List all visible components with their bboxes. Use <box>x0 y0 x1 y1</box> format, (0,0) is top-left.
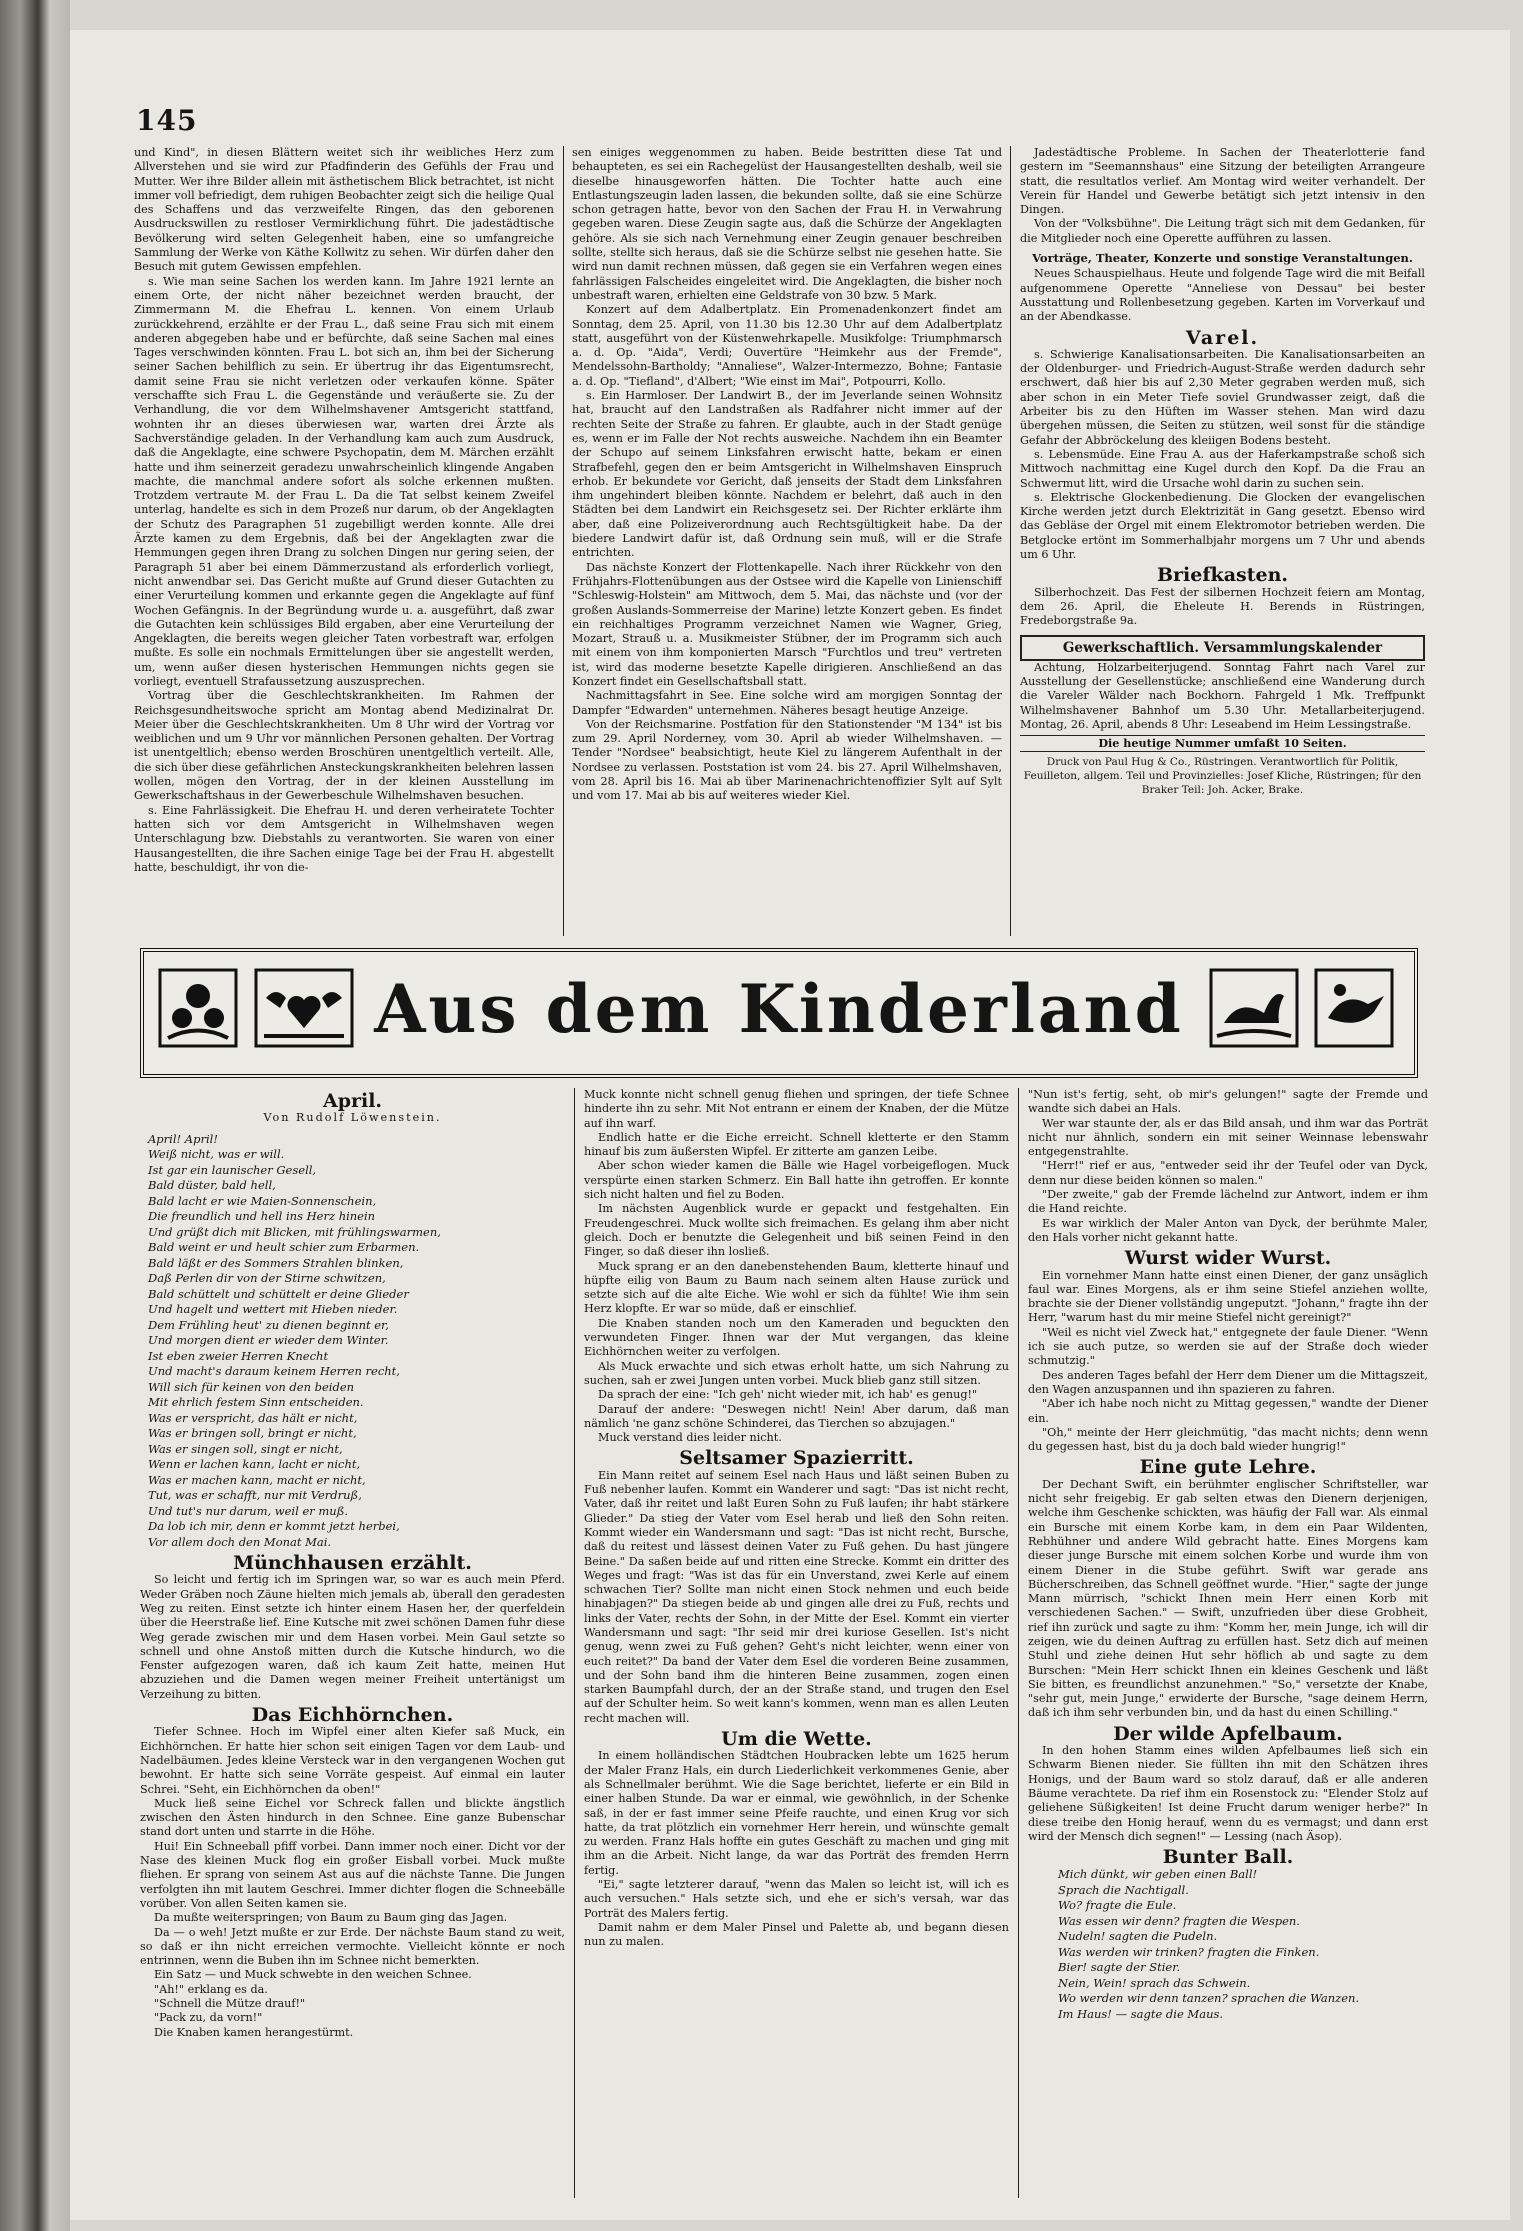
poem-author: Von Rudolf Löwenstein. <box>263 1111 442 1125</box>
page-number: 145 <box>136 104 198 137</box>
poem-line: Und macht's daraum keinem Herren recht, <box>148 1364 400 1379</box>
poem-line: Tut, was er schafft, nur mit Verdruß, <box>148 1488 362 1503</box>
poem-line: Wenn er lachen kann, lacht er nicht, <box>148 1457 361 1472</box>
story-paragraph: Da — o weh! Jetzt mußte er zur Erde. Der nächste Baum stand zu weit, so daß er ihn nicht erreichen vermochte. Vielleicht könnte er noch entrinnen, wenn die Buben ihn im Schnee nicht bemerkten. <box>140 1925 565 1968</box>
poem-line: Vor allem doch den Monat Mai. <box>148 1534 332 1549</box>
story-paragraph: Damit nahm er dem Maler Pinsel und Palette ab, und begann diesen nun zu malen. <box>584 1920 1009 1949</box>
story-paragraph: "Herr!" rief er aus, "entweder seid ihr der Teufel oder van Dyck, denn nur diese beiden können so malen." <box>1028 1159 1428 1187</box>
book-binding-edge <box>0 0 70 2231</box>
article-konzert: Konzert auf dem Adalbertplatz. Ein Promenadenkonzert findet am Sonntag, dem 25. April, von 11.30 bis 12.30 Uhr auf dem Adalbertplatz statt, ausgeführt von der Küstenwehrkapelle. Musikfolge: Triumphmarsch a. d. Op. "Aida", Verdi; Ouvertüre "Heimkehr aus der Fremde", Mendelssohn-Bartholdy; "Annaliese", Walzer-Intermezzo, Bohne; Fantasie a. d. Op. "Tiefland", d'Albert; "Wie einst im Mai", Potpourri, Kollo. <box>572 303 1002 388</box>
poem-line: Sprach die Nachtigall. <box>1058 1882 1189 1897</box>
story-muenchhausen: So leicht und fertig ich im Springen war, so war es auch mein Pferd. Weder Gräben noch Zäune hielten mich jemals ab, überall den geradesten Weg zu reiten. Einst setzte ich hinter einem Hasen her, der querfeldein über die Heerstraße lief. Eine Kutsche mit zwei schönen Damen fuhr diese Weg gerade zwischen mir und dem Hasen vorbei. Mein Gaul setzte so schnell und ohne Anstoß mitten durch die Kutsche hindurch, wo die Fenster aufgezogen waren, daß ich kaum Zeit hatte, meinen Hut abzuziehen und die Damen wegen meiner Freiheit untertänigst um Verzeihung zu bitten. <box>140 1573 565 1701</box>
poem-title-april: April. <box>322 1090 383 1112</box>
story-paragraph: "Ei," sagte letzterer darauf, "wenn das Malen so leicht ist, will ich es auch versuchen." Hals setzte sich, und ehe er sich's versah, war das Porträt des Malers fertig. <box>584 1878 1009 1920</box>
story-paragraph: Da mußte weiterspringen; von Baum zu Baum ging das Jagen. <box>154 1911 508 1925</box>
article-sachen: s. Wie man seine Sachen los werden kann. Im Jahre 1921 lernte an einem Orte, der nicht näher bezeichnet werden braucht, der Zimmermann M. die Ehefrau L. kennen. Von einem Urlaub zurückkehrend, erzählte er der Frau L., daß seine Frau sich mit einem anderen abgegeben habe und er befürchte, daß seine Sachen mal eines Tages verschwinden könnten. Frau L. bot sich an, ihm bei der Sicherung seiner Sachen behilflich zu sein. Er übertrug ihr das Eigentumsrecht, damit seine Frau sie nicht verletzen oder verkaufen könne. Später verschaffte sich Frau L. die Gegenstände und veräußerte sie. Zu der Verhandlung, die vor dem Wilhelmshavener Amtsgericht stattfand, wohnten ihr an dieses überwiesen war, warten drei Ärzte als Sachverständige geladen. In der Verhandlung kam auch zum Ausdruck, daß die Angeklagte, eine schwere Psychopatin, dem M. Märchen erzählt hatte und ihm seinerzeit geradezu unwahrscheinlich klingende Angaben machte, die manchmal andere sofort als solche erkennen mußten. Trotzdem vertraute M. der Frau L. Da die Tat selbst keinem Zweifel unterlag, handelte es sich in dem Prozeß nur darum, ob der Angeklagten der Schutz des Paragraphen 51 zugebilligt werden konnte. Alle drei Ärzte kamen zu dem Ergebnis, daß bei der Angeklagten zwar die Hemmungen gegen ihren Drang zu solchen Dingen nur gering seien, der Paragraph 51 aber bei einem Dämmerzustand als erforderlich vorliegt, nicht anwendbar sei. Das Gericht mußte auf Grund dieser Gutachten zu einer Verurteilung kommen und erkannte gegen die Angeklagte auf fünf Wochen Gefängnis. In der Begründung wurde u. a. ausgeführt, daß zwar die Gutachten kein schlüssiges Bild ergaben, aber eine Verurteilung der Angeklagten, die bereits wegen gleicher Taten vorbestraft war, erfolgen mußte. Es solle ein nochmals Ermittelungen über sie angestellt werden, um, wenn außer diesen hysterischen Hemmungen nichts gegen sie vorliegt, eventuell Strafaussetzung auszusprechen. <box>134 274 554 688</box>
section-heading-vortraege: Vorträge, Theater, Konzerte und sonstige Veranstaltungen. <box>1032 251 1413 266</box>
poem-line: Was er bringen soll, bringt er nicht, <box>148 1426 357 1441</box>
story-paragraph: Endlich hatte er die Eiche erreicht. Schnell kletterte er den Stamm hinauf bis zum äußersten Wipfel. Er zitterte am ganzen Leibe. <box>584 1130 1009 1159</box>
poem-line: Im Haus! — sagte die Maus. <box>1058 2006 1224 2021</box>
story-paragraph: Wer war staunte der, als er das Bild ansah, und ihm war das Porträt nicht nur ähnlich, sondern ein mit seiner Weinnase lebenswahr entgegenstrahlte. <box>1028 1116 1428 1159</box>
story-paragraph: Des anderen Tages befahl der Herr dem Diener um die Mittagszeit, den Wagen anzuspannen und ihn spazieren zu fahren. <box>1028 1368 1428 1396</box>
story-paragraph: Die Knaben kamen herangestürmt. <box>154 2025 354 2039</box>
poem-line: Weiß nicht, was er will. <box>148 1147 285 1162</box>
poem-line: Bier! sagte der Stier. <box>1058 1960 1181 1975</box>
poem-line: Wo werden wir denn tanzen? sprachen die Wanzen. <box>1058 1991 1360 2006</box>
section-heading-versammlungskalender: Gewerkschaftlich. Versammlungskalender <box>1062 639 1383 656</box>
poem-line: Was er machen kann, macht er nicht, <box>148 1472 366 1487</box>
column-1-top <box>134 146 554 936</box>
poem-line: Mit ehrlich festem Sinn entscheiden. <box>148 1395 364 1410</box>
versammlungskalender-box <box>1020 635 1425 661</box>
story-title-wette: Um die Wette. <box>721 1728 872 1751</box>
story-paragraph: "Schnell die Mütze drauf!" <box>154 1997 306 2010</box>
story-paragraph: In einem holländischen Städtchen Houbracken lebte um 1625 herum der Maler Franz Hals, ein durch Liederlichkeit verkommenes Genie, aber als Schnellmaler berühmt. Wie die Sage berichtet, lieferte er ein Bild in einer halben Stunde. Da war er einmal, wie gewöhnlich, in der Schenke saß, in der er fast immer seine Pfeife rauchte, und einen Krug vor sich hatte, da trat plötzlich ein vornehmer Herr herein, und wünschte gemalt zu werden. Franz Hals hoffte ein gutes Geschäft zu machen und ging mit ihm an die Arbeit. Nicht lange, da war das Porträt des fremden Herrn fertig. <box>584 1749 1009 1877</box>
column-divider <box>1010 146 1011 936</box>
story-paragraph: Hui! Ein Schneeball pfiff vorbei. Dann immer noch einer. Dicht vor der Nase des kleinen Muck flog ein großer Eisball vorbei. Muck mußte fliehen. Er sprang von seinem Ast aus auf die nächste Tanne. Die Jungen verfolgten ihn mit lautem Geschrei. Immer dichter flogen die Schneebälle vorüber. Von allen Seiten kamen sie. <box>140 1839 565 1910</box>
poem-line: Ist eben zweier Herren Knecht <box>148 1348 329 1363</box>
imprint: Druck von Paul Hug & Co., Rüstringen. Verantwortlich für Politik, Feuilleton, allgem. Teil und Provinzielles: Josef Kliche, Rüstringen; für den Braker Teil: Joh. Acker, Brake. <box>1023 755 1422 797</box>
story-paragraph: Im nächsten Augenblick wurde er gepackt und festgehalten. Ein Freudengeschrei. Muck wollte sich freimachen. Es gelang ihm aber nicht gleich. Doch er benutzte die Gelegenheit und biß seinen Feind in den Finger, so daß dieser ihn losließ. <box>584 1202 1009 1259</box>
poem-line: Daß Perlen dir von der Stirne schwitzen, <box>148 1271 386 1286</box>
poem-line: Bald weint er und heult schier zum Erbarmen. <box>148 1240 420 1255</box>
poem-ball <box>1058 1867 1428 2022</box>
story-paragraph: "Ah!" erklang es da. <box>154 1982 268 1996</box>
article-harmloser: s. Ein Harmloser. Der Landwirt B., der im Jeverlande seinen Wohnsitz hat, braucht auf den Landstraßen als Radfahrer nicht immer auf der rechten Seite der Straße zu fahren. Er glaubte, auch in der Stadt genüge es, wenn er im Falle der Not rechts ausweiche. Nachdem ihn ein Beamter der Schupo auf seinem Linksfahren erwischt hatte, bekam er einen Strafbefehl, gegen den er beim Amtsgericht in Wilhelmshaven Einspruch erhob. Er bekundete vor Gericht, daß jenseits der Stadt dem Linksfahren ihm ungehindert bleiben könnte. Nachdem er belehrt, daß auch in den Städten bei dem Landwirt ein Reichsgesetz sei. Der Richter erklärte ihm aber, daß eine Polizeiverordnung auch Rechtsgültigkeit habe. Da der biedere Landwirt dafür ist, daß Ordnung sein muß, will er die Strafe entrichten. <box>572 389 1002 560</box>
poem-line: Was werden wir trinken? fragten die Finken. <box>1058 1944 1320 1959</box>
poem-line: Und grüßt dich mit Blicken, mit frühlingswarmen, <box>148 1224 441 1239</box>
poem-line: Und morgen dient er wieder dem Winter. <box>148 1333 389 1348</box>
article-fahrlaessigkeit: s. Eine Fahrlässigkeit. Die Ehefrau H. und deren verheiratete Tochter hatten sich vor dem Amtsgericht in Wilhelmshaven wegen Unterschlagung bzw. Diebstahls zu verantworten. Sie waren von einer Hausangestellten, die ihre Sachen einige Tage bei der Frau H. abgestellt hatte, beschuldigt, ihr von die- <box>134 803 554 874</box>
column-5-bottom <box>584 1088 1009 2198</box>
poem-line: Und hagelt und wettert mit Hieben nieder. <box>148 1302 398 1317</box>
story-title-eichhoernchen: Das Eichhörnchen. <box>251 1704 454 1727</box>
column-3-top <box>1020 146 1425 936</box>
poem-line: Mich dünkt, wir geben einen Ball! <box>1058 1867 1258 1882</box>
poem-line: Wo? fragte die Eule. <box>1058 1898 1177 1913</box>
story-paragraph: Muck ließ seine Eichel vor Schreck fallen und blickte ängstlich zwischen den Ästen hindurch in den Schnee. Eine ganze Bubenschar stand dort unten und starrte in die Höhe. <box>140 1796 565 1839</box>
poem-line: Was er verspricht, das hält er nicht, <box>148 1410 358 1425</box>
poem-line: Was essen wir denn? fragten die Wespen. <box>1058 1913 1300 1928</box>
article-fahrlaessigkeit-cont: sen einiges weggenommen zu haben. Beide bestritten diese Tat und behaupteten, es sei ein Rachegelüst der Hausangestellten deshalb, weil sie dieselbe hinausgeworfen hätten. Die Tochter hatte auch eine Entlastungszeugin laden lassen, die bekunden sollte, daß sie eine Schürze schon getragen hatte, bevor von den Sachen der Frau H. in Verwahrung gegeben waren. Diese Zeugin sagte aus, daß die Schürze der Angeklagten gehöre. Als sie sich nach Vernehmung einer Zeugin genauer beschreiben sollte, stellte sich heraus, daß sie die Schürze selbst nie gesehen hatte. Sie wird nun damit rechnen müssen, daß gegen sie ein Verfahren wegen eines fahrlässigen Falscheides eingeleitet wird. Die Angeklagten, die bisher noch unbestraft waren, erhielten eine Geldstrafe von 30 bzw. 5 Mark. <box>572 146 1002 302</box>
poem-line: April! April! <box>148 1131 218 1146</box>
banner-title: Aus dem Kinderland <box>374 970 1184 1048</box>
story-paragraph: Muck verstand dies leider nicht. <box>598 1431 782 1445</box>
poem-april <box>148 1132 565 1551</box>
poem-line: Bald schüttelt und schüttelt er deine Glieder <box>148 1286 409 1301</box>
column-divider <box>563 146 564 936</box>
story-title-muenchhausen: Münchhausen erzählt. <box>233 1552 472 1575</box>
poem-line: Dem Frühling heut' zu dienen beginnt er, <box>148 1317 389 1332</box>
story-paragraph: Ein vornehmer Mann hatte einst einen Diener, der ganz unsäglich faul war. Eines Morgens, als er ihm seine Stiefel anziehen wollte, brachte sie der Diener vollständig ungeputzt. "Johann," fragte ihn der Herr, "warum hast du mir meine Stiefel nicht gereinigt?" <box>1028 1268 1428 1325</box>
poem-line: Bald düster, bald hell, <box>148 1178 276 1193</box>
section-heading-varel: Varel. <box>1185 326 1260 349</box>
column-divider <box>574 1088 575 2198</box>
story-title-lehre: Eine gute Lehre. <box>1139 1456 1317 1479</box>
poem-line: Und tut's nur darum, weil er muß. <box>148 1503 349 1518</box>
poem-line: Nein, Wein! sprach das Schwein. <box>1058 1975 1251 1990</box>
article-reichsmarine: Von der Reichsmarine. Postfation für den Stationstender "M 134" ist bis zum 29. April Norderney, vom 30. April ab wieder Wilhelmshaven. — Tender "Nordsee" beabsichtigt, heute Kiel zu längerem Aufenthalt in der Nordsee zu verlassen. Poststation ist vom 24. bis 27. April Wilhelmshaven, vom 28. April bis 16. Mai ab über Marinenachrichtenoffizier Sylt auf Sylt und vom 17. Mai ab bis auf weiteres wieder Kiel. <box>572 717 1002 803</box>
column-divider <box>1018 1088 1019 2198</box>
poem-line: Bald lacht er wie Maien-Sonnenschein, <box>148 1193 377 1208</box>
flower-ornament-icon <box>158 968 238 1048</box>
column-2-top <box>572 146 1002 936</box>
story-paragraph: Die Knaben standen noch um den Kameraden und beguckten den verwundeten Finger. Ihnen war der Mut vergangen, das kleine Eichhörnchen weiter zu verfolgen. <box>584 1316 1009 1359</box>
article-volksbuehne: Von der "Volksbühne". Die Leitung trägt sich mit dem Gedanken, für die Mitglieder noch eine Operette aufführen zu lassen. <box>1020 217 1425 245</box>
article-flottenkapelle: Das nächste Konzert der Flottenkapelle. Nach ihrer Rückkehr von den Frühjahrs-Flottenübungen aus der Ostsee wird die Kapelle von Linienschiff "Schleswig-Holstein" am Mittwoch, dem 5. Mai, das nächste und (vor der großen Auslands-Sommerreise der Marine) letzte Konzert geben. Es findet ein reichhaltiges Programm verzeichnet Namen wie Wagner, Grieg, Mozart, Strauß u. a. Musikmeister Stübner, der im Programm sich auch mit einem von ihm komponierten Marsch "Furchtlos und treu" vertreten ist, wird das moderne besetzte Kapelle dirigieren. Anschließend an das Konzert findet ein Gesellschaftsball statt. <box>572 560 1002 688</box>
column-6-bottom <box>1028 1088 1428 2198</box>
poem-title-ball: Bunter Ball. <box>1162 1846 1294 1869</box>
poem-line: Bald läßt er des Sommers Strahlen blinken, <box>148 1255 404 1270</box>
poem-line: Was er singen soll, singt er nicht, <box>148 1441 343 1456</box>
article-kanalisation: s. Schwierige Kanalisationsarbeiten. Die Kanalisationsarbeiten an der Oldenburger- und Friedrich-August-Straße werden dadurch sehr erschwert, daß hier bis auf 2,30 Meter gegraben werden muß, sich aber schon in ein Meter Tiefe soviel Grundwasser zeigt, daß die Arbeiter bis zu den Hüften im Wasser stehen. Man wird dazu übergehen müssen, die Seiten zu stützen, weil sonst für die ständige Gefahr der Abbröckelung des kleiigen Bodens besteht. <box>1020 347 1425 447</box>
poem-line: Will sich für keinen von den beiden <box>148 1379 355 1394</box>
article-glocken: s. Elektrische Glockenbedienung. Die Glocken der evangelischen Kirche werden jetzt durch Elektrizität in Gang gesetzt. Ebenso wird das Gebläse der Orgel mit einem Elektromotor betrieben werden. Die Betglocke ertönt im Sommerhalbjahr morgens um 7 Uhr und abends um 6 Uhr. <box>1020 490 1425 562</box>
article-lebensmuede: s. Lebensmüde. Eine Frau A. aus der Haferkampstraße schoß sich Mittwoch nachmittag eine Kugel durch den Kopf. Da die Frau an Schwermut litt, wird die Ursache wohl darin zu suchen sein. <box>1020 447 1425 490</box>
story-paragraph: Muck sprang er an den danebenstehenden Baum, kletterte hinauf und hüpfte eilig von Baum zu Baum nach seinem alten Hause zurück und setzte sich auf die alte Eiche. Wie wohl er sich da fühlte! Wie ihm sein Herz klopfte. Er war so müde, daß er einschlief. <box>584 1259 1009 1316</box>
story-paragraph: Als Muck erwachte und sich etwas erholt hatte, um sich Nahrung zu suchen, sah er zwei Jungen unten vorbei. Muck blieb ganz still sitzen. <box>584 1359 1009 1387</box>
story-apfelbaum: In den hohen Stamm eines wilden Apfelbaumes ließ sich ein Schwarm Bienen nieder. Sie füllten ihn mit den Schätzen ihres Honigs, und der Baum ward so stolz darauf, daß er alle anderen Bäume verachtete. Da rief ihm ein Rosenstock zu: "Elender Stolz auf geliehene Süßigkeiten! Ist deine Frucht darum weniger herbe?" In diese treibe den Honig herauf, wenn du es vermagst; und dann erst wird der Mensch dich segnen!" — Lessing (nach Äsop). <box>1028 1744 1428 1843</box>
article-kollwitz: und Kind", in diesen Blättern weitet sich ihr weibliches Herz zum Allverstehen und sie wird zur Pfadfinderin des Gefühls der Frau und Mutter. Wer ihre Bilder allein mit ästhetischem Blick betrachtet, ist nicht immer voll befriedigt, dem ruhigen Beobachter zeigt sich die heilige Qual des Schaffens und das verzweifelte Ringen, das den geborenen Ausdruckswillen zu restloser Vermirklichung führt. Die jadestädtische Bevölkerung wird selten Gelegenheit haben, eine so umfangreiche Sammlung der Werke von Käthe Kollwitz zu sehen. Wir dürfen daher den Besuch mit gutem Gewissen empfehlen. <box>134 146 554 274</box>
birds-heart-ornament-icon <box>254 968 354 1048</box>
article-jadestaedtische: Jadestädtische Probleme. In Sachen der Theaterlotterie fand gestern im "Seemannshaus" eine Sitzung der beteiligten Arrangeure statt, die resultatlos verlief. Am Montag wird weiter verhandelt. Der Verein für Handel und Gewerbe betätigt sich jetzt intensiv in den Dingen. <box>1020 146 1425 217</box>
article-silberhochzeit: Silberhochzeit. Das Fest der silbernen Hochzeit feiern am Montag, dem 26. April, die Eheleute H. Berends in Rüstringen, Fredeborgstraße 9a. <box>1020 585 1425 628</box>
story-paragraph: "Weil es nicht viel Zweck hat," entgegnete der faule Diener. "Wenn ich sie auch putze, so werden sie auf der Straße doch wieder schmutzig." <box>1028 1325 1428 1368</box>
story-paragraph: "Aber ich habe noch nicht zu Mittag gegessen," wandte der Diener ein. <box>1028 1397 1428 1425</box>
article-nachmittagsfahrt: Nachmittagsfahrt in See. Eine solche wird am morgigen Sonntag der Dampfer "Edwarden" unternehmen. Näheres besagt heutige Anzeige. <box>572 689 1002 717</box>
article-schauspielhaus: Neues Schauspielhaus. Heute und folgende Tage wird die mit Beifall aufgenommene Operette "Anneliese von Dessau" bei bester Ausstattung und Rollenbesetzung gegeben. Karten im Vorverkauf und an der Abendkasse. <box>1020 267 1425 324</box>
story-spazierritt: Ein Mann reitet auf seinem Esel nach Haus und läßt seinen Buben zu Fuß nebenher laufen. Kommt ein Wanderer und sagt: "Das ist nicht recht, Vater, daß ihr reitet und laßt Euren Sohn zu Fuß laufen; ihr habt stärkere Glieder." Da stieg der Vater vom Esel herab und ließ den Sohn reiten. Kommt wieder ein Wandersmann und sagt: "Das ist nicht recht, Bursche, daß du reitest und lässest deinen Vater zu Fuß gehen. Du hast jüngere Beine." Da saßen beide auf und ritten eine Strecke. Kommt ein dritter des Weges und fragt: "Was ist das für ein Unverstand, zwei Kerle auf einem schwachen Tier? Sollte man nicht einen Stock nehmen und euch beide hinabjagen?" Da stiegen beide ab und gingen alle drei zu Fuß, rechts und links der Vater, rechts der Sohn, in der Mitte der Esel. Kommt ein vierter Wandersmann und sagt: "Ihr seid mir drei kuriose Gesellen. Ist's nicht genug, wenn zwei zu Fuß gehen? Geht's nicht leichter, wenn einer von euch reitet?" Da band der Vater dem Esel die vorderen Beine zusammen, und der Sohn band ihm die hinteren Beine zusammen, zogen einen starken Baumpfahl durch, der an der Straße stand, und trugen den Esel auf der Schulter heim. So weit kann's kommen, wenn man es allen Leuten recht machen will. <box>584 1468 1009 1725</box>
issue-page-count: Die heutige Nummer umfaßt 10 Seiten. <box>1020 735 1425 751</box>
story-paragraph: "Nun ist's fertig, seht, ob mir's gelungen!" sagte der Fremde und wandte sich dabei an Hals. <box>1028 1088 1428 1116</box>
story-paragraph: Muck konnte nicht schnell genug fliehen und springen, der tiefe Schnee hinderte ihn zu sehr. Mit Not entrann er einem der Knaben, der die Mütze auf ihn warf. <box>584 1088 1009 1130</box>
story-paragraph: Aber schon wieder kamen die Bälle wie Hagel vorbeigeflogen. Muck verspürte einen starken Schmerz. Ein Ball hatte ihn getroffen. Er konnte sich nicht halten und fiel zu Boden. <box>584 1159 1009 1202</box>
poem-line: Nudeln! sagten die Pudeln. <box>1058 1929 1218 1944</box>
story-paragraph: Darauf der andere: "Deswegen nicht! Nein! Aber darum, daß man nämlich 'ne ganz schöne Schinderei, das Tierchen so abzujagen." <box>584 1402 1009 1430</box>
story-paragraph: Tiefer Schnee. Hoch im Wipfel einer alten Kiefer saß Muck, ein Eichhörnchen. Er hatte hier schon seit einigen Tagen vor dem Laub- und Nadelbäumen. Jedes kleine Versteck war in den vergangenen Wochen gut bewohnt. Er hatte sich seine Vorräte gespeist. Auf einmal ein lauter Schrei. "Seht, ein Eichhörnchen da oben!" <box>140 1725 565 1796</box>
article-vortrag: Vortrag über die Geschlechtskrankheiten. Im Rahmen der Reichsgesundheitswoche spricht am Montag abend Medizinalrat Dr. Meier über die Geschlechtskrankheiten. Um 8 Uhr wird der Vortrag vor weiblichen und um 9 Uhr vor männlichen Personen gehalten. Der Vortrag ist unentgeltlich; ebenso werden Broschüren unentgeltlich verteilt. Alle, die sich über diese gefährlichen Ansteckungskrankheiten belehren lassen wollen, mögen den Vortrag, der in der kleinen Ausstellung im Gewerkschaftshaus in der Gewerbeschule Wilhelmshaven besuchen. <box>134 689 554 803</box>
poem-line: Da lob ich mir, denn er kommt jetzt herbei, <box>148 1519 400 1534</box>
column-4-bottom <box>140 1088 565 2198</box>
story-title-spazierritt: Seltsamer Spazierritt. <box>679 1447 914 1470</box>
story-paragraph: Ein Satz — und Muck schwebte in den weichen Schnee. <box>154 1968 472 1982</box>
story-paragraph: "Pack zu, da vorn!" <box>154 2011 263 2025</box>
story-title-apfelbaum: Der wilde Apfelbaum. <box>1113 1722 1343 1745</box>
story-paragraph: "Der zweite," gab der Fremde lächelnd zur Antwort, indem er ihm die Hand reichte. <box>1028 1188 1428 1216</box>
kinderland-banner <box>140 948 1418 1078</box>
poem-line: Ist gar ein launischer Gesell, <box>148 1162 317 1177</box>
story-title-wurst: Wurst wider Wurst. <box>1124 1247 1332 1270</box>
story-lehre: Der Dechant Swift, ein berühmter englischer Schriftsteller, war nicht sehr freigebig. Er gab selten etwas den Dienern derjenigen, welche ihm Geschenke schickten, was häufig der Fall war. Als einmal ein Bursche mit einem Korbe kam, in dem ein Paar Wildenten, Rebhühner und andere Wild gebracht hatte. Eines Morgens kam dieser junge Bursche mit einem solchen Korbe und wurde ihm von einem Diener in die Stube geführt. Swift war gerade ans Bücherschreiben, das Schnell geöffnet wurde. "Hier," sagte der junge Mann mürrisch, "schickt Ihnen mein Herr einen Korb mit verschiedenen Sachen." — Swift, unzufrieden über diese Grobheit, rief ihn zurück und sagte zu ihm: "Komm her, mein Junge, ich will dir zeigen, wie du deinen Auftrag zu erfüllen hast. Setz dich auf meinen Stuhl und ziehe deinen Hut sehr höflich ab und sagte zu dem Burschen: "Mein Herr schickt Ihnen ein kleines Geschenk und läßt Sie bitten, es freundlichst anzunehmen." "So," versetzte der Knabe, "sehr gut, mein Junge," erwiderte der Bursche, "sage deinem Herrn, daß ich ihm sehr verbunden bin, und da hast du einen Schilling." <box>1028 1477 1428 1720</box>
section-heading-briefkasten: Briefkasten. <box>1156 564 1288 587</box>
story-paragraph: Es war wirklich der Maler Anton van Dyck, der berühmte Maler, den Hals vorher nicht gekannt hatte. <box>1028 1216 1428 1244</box>
poem-line: Die freundlich und hell ins Herz hinein <box>148 1209 376 1224</box>
story-paragraph: Da sprach der eine: "Ich geh' nicht wieder mit, ich hab' es genug!" <box>598 1388 978 1402</box>
bird-ornament-icon <box>1314 968 1394 1048</box>
swan-ornament-icon <box>1209 968 1299 1048</box>
story-paragraph: "Oh," meinte der Herr gleichmütig, "das macht nichts; denn wenn du gegessen hast, bist du ja doch bald wieder hungrig!" <box>1028 1425 1428 1454</box>
article-holzarbeiter: Achtung, Holzarbeiterjugend. Sonntag Fahrt nach Varel zur Ausstellung der Gesellenstücke; anschließend eine Wanderung durch die Vareler Wälder nach Bockhorn. Fahrgeld 1 Mk. Treffpunkt Wilhelmshavener Bahnhof um 5.30 Uhr. Metallarbeiterjugend. Montag, 26. April, abends 8 Uhr: Leseabend im Heim Lessingstraße. <box>1020 660 1425 731</box>
